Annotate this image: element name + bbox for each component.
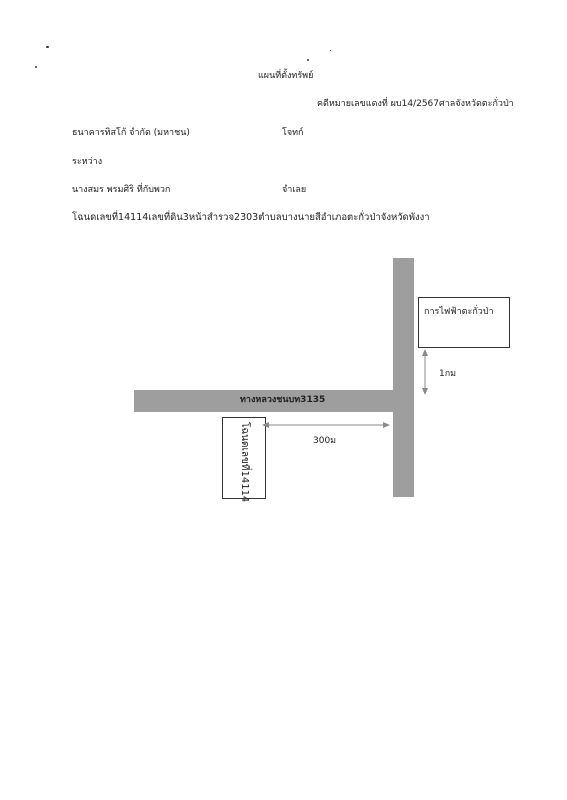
between-label: ระหว่าง (72, 157, 103, 167)
arrowhead-down (422, 388, 428, 395)
road-label: ทางหลวงชนบท3135 (240, 395, 326, 405)
distance-horizontal-label: 300ม (313, 436, 337, 446)
plaintiff-role: โจทก์ (282, 128, 304, 138)
arrowhead-left (262, 422, 269, 428)
arrowhead-up (422, 349, 428, 356)
document-title: แผนที่ตั้งทรัพย์ (258, 71, 314, 81)
parcel-label: โฉนดเลขที่14114 (239, 422, 250, 503)
utility-office-label: การไฟฟ้าตะกั่วป่า (424, 307, 494, 317)
arrowhead-right (383, 422, 390, 428)
distance-vertical-label: 1กม (439, 369, 457, 379)
defendant-role: จำเลย (282, 185, 307, 195)
plaintiff-name: ธนาคารทิสโก้ จำกัด (มหาชน) (72, 128, 190, 138)
defendant-name: นางสมร พรมศิริ ที่กับพวก (72, 185, 171, 195)
case-number-line: คดีหมายเลขแดงที่ ผบ14/2567ศาลจังหวัดตะกั่วป่า (317, 99, 514, 109)
deed-description: โฉนดเลขที่14114เลขที่ดิน3หน้าสำรวจ2303ตำบลบางนายสีอำเภอตะกั่วป่าจังหวัดพังงา (72, 212, 430, 223)
